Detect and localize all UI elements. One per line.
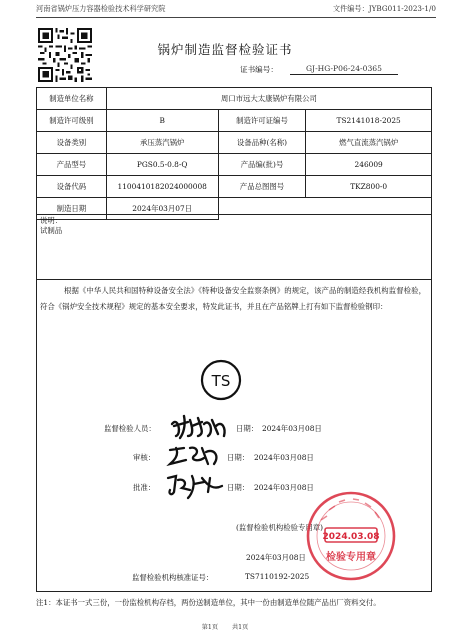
notes-divider-bottom — [36, 279, 432, 280]
device-code-value: 1100410182024000008 — [106, 176, 218, 198]
inspector-date: 2024年03月08日 — [262, 424, 322, 433]
inspector-signature-icon — [168, 412, 230, 440]
variety-value: 燃气直流蒸汽锅炉 — [306, 132, 432, 154]
notes-value: 试制品 — [40, 226, 63, 235]
model-value: PGS0.5-0.8-Q — [106, 154, 218, 176]
table-row — [37, 110, 432, 132]
inspector-label: 监督检验人员： — [104, 424, 156, 433]
reviewer-signature-icon — [166, 442, 222, 468]
certificate-number — [240, 64, 398, 75]
approver-label: 批准： — [133, 483, 156, 492]
table-row — [37, 132, 432, 154]
header-divider — [36, 17, 436, 18]
license-level-label: 制造许可级别 — [37, 110, 107, 132]
document-header — [36, 4, 436, 16]
blank-cell — [218, 198, 431, 220]
statement-paragraph: 根据《中华人民共和国特种设备安全法》《特种设备安全监察条例》的规定，该产品的制造经我机构监督检验，符合《锅炉安全技术规程》规定的基本安全要求，特发此证书，并且在产品铭牌上打有如下监督检验钢印： — [40, 286, 426, 311]
notes-label: 说明： — [40, 216, 63, 225]
maker-label: 制造单位名称 — [37, 88, 107, 110]
seal-date: 2024年03月08日 — [246, 553, 306, 562]
approver-date-label: 日期： — [227, 483, 250, 492]
product-info-table — [36, 87, 432, 220]
drawing-number-value: TKZ800-0 — [306, 176, 432, 198]
reviewer-label: 审核： — [133, 453, 156, 462]
reviewer-date-label: 日期： — [227, 453, 250, 462]
table-row — [37, 198, 432, 220]
approver-signature-icon — [164, 472, 226, 500]
approval-number-value: TS7110192-2025 — [245, 572, 310, 581]
table-row — [37, 154, 432, 176]
header-organization: 河南省锅炉压力容器检验技术科学研究院 — [36, 4, 166, 13]
notes-divider-top — [36, 214, 432, 215]
manufacture-date-value: 2024年03月07日 — [106, 198, 218, 220]
inspection-stamp-icon — [305, 490, 397, 582]
seal-caption: (监督检验机构检验专用章) — [236, 523, 324, 532]
model-label: 产品型号 — [37, 154, 107, 176]
inspector-date-label: 日期： — [236, 424, 259, 433]
reviewer-date: 2024年03月08日 — [254, 453, 314, 462]
serial-label: 产品编(批)号 — [218, 154, 306, 176]
footer-note: 注1：本证书一式三份，一份监检机构存档，两份送制造单位，其中一份由制造单位随产品出厂资料交付。 — [36, 598, 381, 607]
certificate-title: 锅炉制造监督检验证书 — [157, 42, 293, 57]
approver-date: 2024年03月08日 — [254, 483, 314, 492]
variety-label: 设备品种(名称) — [218, 132, 306, 154]
page-number: 第1页 — [201, 624, 219, 631]
table-row — [37, 176, 432, 198]
ts-mark-text: TS — [211, 372, 231, 390]
license-level-value: B — [106, 110, 218, 132]
manufacture-date-label: 制造日期 — [37, 198, 107, 220]
ts-mark-icon — [200, 359, 242, 401]
license-number-value: TS2141018-2025 — [306, 110, 432, 132]
drawing-number-label: 产品总图图号 — [218, 176, 306, 198]
certificate-number-label: 证书编号： — [240, 65, 278, 74]
serial-value: 246009 — [306, 154, 432, 176]
certificate-number-value: GJ-HG-P06-24-0365 — [290, 64, 398, 75]
maker-value: 周口市远大太康锅炉有限公司 — [106, 88, 431, 110]
header-file-number: 文件编号：JYBG011-2023-1/0 — [332, 4, 436, 13]
license-number-label: 制造许可证编号 — [218, 110, 306, 132]
device-code-label: 设备代码 — [37, 176, 107, 198]
stamp-text: 检验专用章 — [326, 552, 376, 563]
table-row — [37, 88, 432, 110]
stamp-date: 2024.03.08 — [322, 532, 380, 542]
page-total: 共1页 — [231, 624, 249, 631]
category-label: 设备类别 — [37, 132, 107, 154]
notes-section — [40, 216, 62, 236]
page-indicator — [0, 622, 450, 631]
category-value: 承压蒸汽锅炉 — [106, 132, 218, 154]
approval-number-label: 监督检验机构核准证号： — [132, 573, 214, 582]
